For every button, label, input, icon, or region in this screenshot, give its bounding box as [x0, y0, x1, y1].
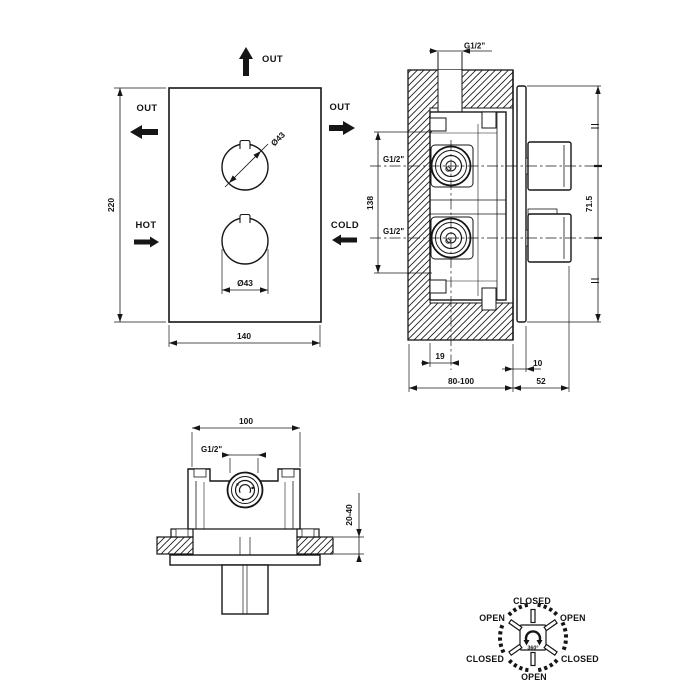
dim-upper-inlet-label: G1/2" [383, 155, 405, 164]
plan-inlet-port [228, 473, 263, 508]
dial-label-bottom: OPEN [521, 672, 547, 682]
dim-body-span-label: 138 [365, 196, 375, 210]
dim-port-inset-label: 19 [435, 351, 445, 361]
front-view [106, 47, 359, 347]
dim-top-outlet-label: G1/2" [464, 41, 486, 51]
dim-wall-range [334, 493, 364, 562]
valve-body [430, 112, 506, 310]
dial-label-upper-left: OPEN [479, 613, 505, 623]
plan-view [157, 416, 364, 614]
dim-wall-range-label: 20-40 [344, 504, 354, 526]
hot-label: HOT [135, 219, 157, 230]
section-view [365, 42, 602, 393]
plan-wall-hatch-left [157, 537, 193, 554]
hot-arrow-icon [134, 237, 159, 248]
out-left-arrow-icon [130, 125, 158, 139]
dim-handle-proj-label: 52 [536, 376, 546, 386]
dim-handle-pitch-label: 71.5 [584, 195, 594, 213]
section-bottom-handle [528, 209, 571, 262]
dial-label-upper-right: OPEN [560, 613, 586, 623]
dial-label-lower-right: CLOSED [561, 654, 599, 664]
dim-plan-inlet [201, 445, 266, 473]
out-top-arrow-icon [239, 47, 253, 76]
top-knob-notch [240, 141, 250, 150]
dim-rough-in-label: 80-100 [447, 376, 475, 386]
out-left-label: OUT [136, 102, 158, 113]
plan-handle [222, 565, 268, 614]
plan-wall-hatch-right [297, 537, 333, 554]
dim-width-label: 140 [237, 331, 251, 341]
cover-plate [517, 86, 526, 322]
rotation-dial [466, 596, 599, 682]
dim-height-label: 220 [106, 198, 116, 212]
dim-width [169, 325, 320, 347]
dial-label-lower-left: CLOSED [466, 654, 504, 664]
out-right-arrow-icon [329, 121, 355, 135]
dim-top-outlet [429, 42, 492, 54]
dim-plan-width [192, 416, 300, 467]
dim-plate-standoff-label: 10 [533, 358, 543, 368]
out-top-label: OUT [262, 53, 283, 64]
dim-height [106, 88, 166, 322]
dial-label-top: CLOSED [513, 596, 551, 606]
dim-port-inset [421, 343, 459, 367]
plan-body [171, 469, 319, 537]
dim-plan-width-label: 100 [239, 416, 253, 426]
dim-lower-inlet-label: G1/2" [383, 227, 405, 236]
dial-angle-label: 360° [527, 645, 539, 652]
plan-cover-plate [170, 555, 320, 565]
cold-arrow-icon [332, 235, 357, 246]
cold-label: COLD [330, 219, 360, 230]
bottom-knob-notch [240, 215, 250, 224]
out-right-label: OUT [329, 101, 351, 112]
dim-bottom-knob-dia: Ø43 [237, 278, 253, 288]
dim-plan-inlet-label: G1/2" [201, 445, 223, 454]
dim-top-knob-dia: Ø43 [268, 129, 288, 149]
dim-handle-pitch [527, 86, 602, 322]
